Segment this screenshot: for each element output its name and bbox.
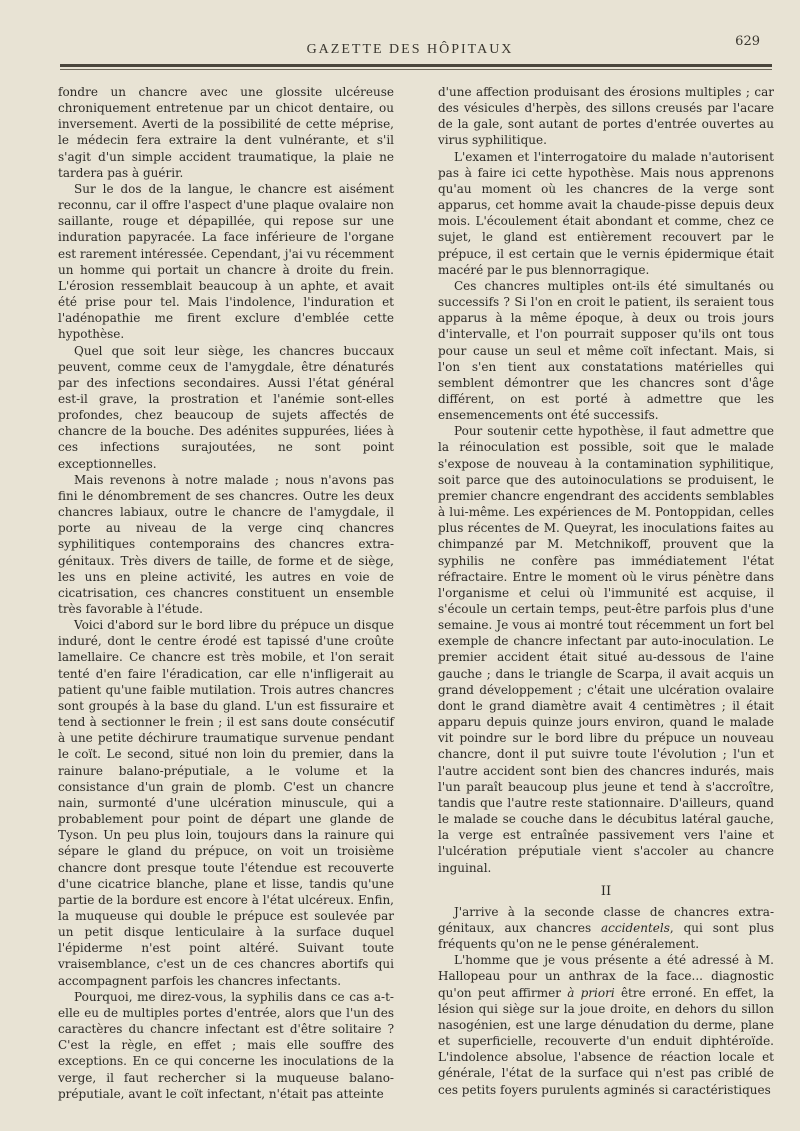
paragraph: Pour soutenir cette hypothèse, il faut admettre que la réinoculation est possible, soit que le malade s'expose de nouveau à la contamination syphilitique, soit parce que des autoinoculations se produisent, le premier chancre engendrant des accidents semblables à lui-même. Les expériences de M. Pontoppidan, celles plus récentes de M. Queyrat, les inoculations faites au chimpanzé par M. Metchnikoff, prouvent que la syphilis ne confère pas immédiatement l'état réfractaire. Entre le moment où le virus pénètre dans l'organisme et celui où l'immunité est acquise, il s'écoule un certain temps, peut-être parfois plus d'une semaine. Je vous ai montré tout récemment un fort bel exemple de chancre infectant par auto-inoculation. Le premier accident était situé au-dessous de l'aine gauche ; dans le triangle de Scarpa, il avait acquis un grand développement ; c'était une ulcération ovalaire dont le grand diamètre avait 4 centimètres ; il était apparu depuis quinze jours environ, quand le malade vit poindre sur le bord libre du prépuce un nouveau chancre, dont il put suivre toute l'évolution ; l'un et l'autre accident sont bien des chancres indurés, mais l'un paraît beaucoup plus jeune et tend à s'accroître, tandis que l'autre reste stationnaire. D'ailleurs, quand le malade se couche dans le décubitus latéral gauche, la verge est entraînée passivement vers l'aine et l'ulcération préputiale vient s'accoler au chancre inguinal. — [438, 424, 774, 875]
paragraph: Voici d'abord sur le bord libre du prépuce un disque induré, dont le centre érodé est tapissé d'une croûte lamellaire. Ce chancre est très mobile, et l'on serait tenté d'en faire l'éradication, car elle n'infligerait au patient qu'une faible mutilation. Trois autres chancres sont groupés à la base du gland. L'un est fissuraire et tend à sectionner le frein ; il est sans doute consécutif à une petite déchirure traumatique survenue pendant le coït. Le second, situé non loin du premier, dans la rainure balano-préputiale, a le volume et la consistance d'un grain de plomb. C'est un chancre nain, surmonté d'une ulcération minuscule, qui a probablement pour point de départ une glande de Tyson. Un peu plus loin, toujours dans la rainure qui sépare le gland du prépuce, on voit un troisième chancre dont presque toute l'étendue est recouverte d'une cicatrice blanche, plane et lisse, tandis qu'une partie de la bordure est encore à l'état ulcéreux. Enfin, la muqueuse qui double le prépuce est soulevée par un petit disque lenticulaire à la surface duquel l'épiderme n'est point altéré. Suivant toute vraisemblance, c'est un de ces chancres abortifs qui accompagnent parfois les chancres infectants. — [58, 618, 394, 988]
text-run: , qui sont plus fréquents qu'on ne le pense généralement. — [438, 920, 774, 952]
text-run: J'arrive à la seconde classe de chancres extra-génitaux, aux chancres — [438, 904, 774, 935]
paragraph: L'examen et l'interrogatoire du malade n'autorisent pas à faire ici cette hypothèse. Mais nous apprenons qu'au moment où les chancres de la verge sont apparus, cet homme avait la chaude-pisse depuis deux mois. L'écoulement était abondant et comme, chez ce sujet, le gland est entièrement recouvert par le prépuce, il est certain que le vernis épidermique était macéré par le pus blennorragique. — [438, 149, 774, 277]
paragraph: Quel que soit leur siège, les chancres buccaux peuvent, comme ceux de l'amygdale, être dénaturés par des infections secondaires. Aussi l'état général est-il grave, la prostration et l'anémie sont-elles profondes, chez beaucoup de sujets affectés de chancre de la bouche. Des adénites suppurées, liées à ces infections surajoutées, ne sont point exceptionnelles. — [58, 343, 394, 471]
left-column — [58, 84, 394, 1111]
text-columns — [58, 84, 774, 1111]
section-heading: II — [600, 883, 612, 899]
paragraph — [438, 952, 774, 1097]
paragraph — [438, 904, 774, 952]
page-header — [60, 22, 760, 62]
paragraph: Sur le dos de la langue, le chancre est aisément reconnu, car il offre l'aspect d'une plaque ovalaire non saillante, rouge et dépapillée, qui repose sur une induration papyracée. La face inférieure de l'organe est rarement intéressée. Cependant, j'ai vu récemment un homme qui portait un chancre à droite du frein. L'érosion ressemblait beaucoup à un aphte, et avait été prise pour tel. Mais l'indolence, l'induration et l'adénopathie me firent exclure d'emblée cette hypothèse. — [58, 181, 394, 342]
paragraph: Ces chancres multiples ont-ils été simultanés ou successifs ? Si l'on en croit le patient, ils seraient tous apparus à la même époque, à deux ou trois jours d'intervalle, et l'on pourrait supposer qu'ils ont tous pour cause un seul et même coït infectant. Mais, si l'on s'en tient aux constatations matérielles qui semblent démontrer que les chancres sont d'âge différent, on est porté à admettre que les ensemencements ont été successifs. — [438, 278, 774, 423]
page-number: 629 — [735, 34, 760, 49]
header-rule-thick — [60, 64, 772, 67]
paragraph: Mais revenons à notre malade ; nous n'avons pas fini le dénombrement de ses chancres. Outre les deux chancres labiaux, outre le chancre de l'amygdale, il porte au niveau de la verge cinq chancres syphilitiques contemporains des chancres extra-génitaux. Très divers de taille, de forme et de siège, les uns en pleine activité, les autres en voie de cicatrisation, ces chancres constituent un ensemble très favorable à l'étude. — [58, 472, 394, 616]
paragraph: Pourquoi, me direz-vous, la syphilis dans ce cas a-t-elle eu de multiples portes d'entrée, alors que l'un des caractères du chancre infectant est d'être solitaire ? C'est la règle, en effet ; mais elle souffre des exceptions. En ce qui concerne les inoculations de la verge, il faut rechercher si la muqueuse balano-préputiale, avant le coït infectant, n'était pas atteinte — [58, 989, 394, 1101]
paragraph: fondre un chancre avec une glossite ulcéreuse chroniquement entretenue par un chicot dentaire, ou inversement. Averti de la possibilité de cette méprise, le médecin fera extraire la dent vulnérante, et s'il s'agit d'un simple accident traumatique, la plaie ne tardera pas à guérir. — [58, 85, 394, 180]
header-rule-thin — [60, 69, 772, 70]
text-run: être erroné. En effet, la lésion qui siège sur la joue droite, en dehors du sillon nasogénien, est une large dénudation du derme, plane et superficielle, recouverte d'un enduit diphtéroïde. L'indolence absolue, l'absence de réaction locale et générale, l'état de la surface qui n'est pas criblé de ces petits foyers purulents agminés si caractéristiques — [438, 985, 774, 1097]
italic-term: à priori — [567, 985, 615, 1000]
italic-term: accidentels — [601, 920, 670, 935]
journal-title: GAZETTE DES HÔPITAUX — [306, 42, 514, 57]
paragraph: d'une affection produisant des érosions multiples ; car des vésicules d'herpès, des sillons creusés par l'acare de la gale, sont autant de portes d'entrée ouvertes au virus syphilitique. — [438, 85, 774, 148]
right-column — [438, 84, 774, 1111]
text-run: L'homme que je vous présente a été adressé à M. Hallopeau pour un anthrax de la face... diagnostic qu'on peut affirmer — [438, 953, 774, 1000]
